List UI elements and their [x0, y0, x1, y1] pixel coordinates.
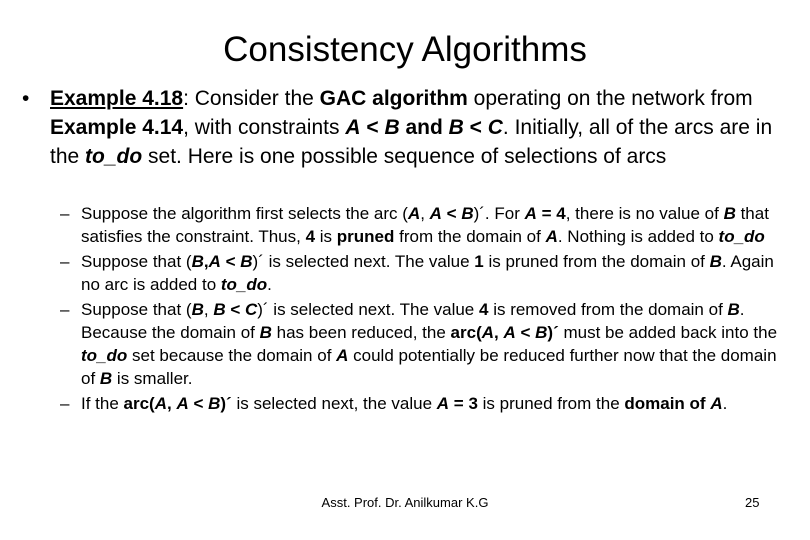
- var: B: [727, 300, 740, 319]
- var: A: [503, 323, 516, 342]
- operating-text: operating on the network from: [467, 87, 753, 110]
- sub-bullet-3: [60, 298, 790, 390]
- var: C: [244, 300, 258, 319]
- text-span: ,: [420, 204, 430, 223]
- var: B: [213, 300, 226, 319]
- var-a: A: [345, 116, 361, 139]
- text-span: )´: [220, 394, 232, 413]
- text-span: is pruned from the domain of: [483, 252, 710, 271]
- text-span: must be added back into the: [558, 323, 778, 342]
- sub-bullet-text: [81, 250, 790, 296]
- initially-text: Initially, all of the arcs are in the: [50, 116, 773, 168]
- var: B: [259, 323, 272, 342]
- var: A: [710, 394, 723, 413]
- text-span: . Nothing is added to: [557, 227, 719, 246]
- todo-set: to_do: [85, 145, 143, 168]
- text-span: <: [225, 300, 245, 319]
- value: 4: [479, 300, 489, 319]
- text-span: Suppose that (: [81, 252, 192, 271]
- lt-sign: <: [360, 116, 385, 139]
- text-span: . Again no arc is added to: [81, 252, 774, 294]
- text-span: is removed from the domain of: [488, 300, 728, 319]
- main-bullet: [22, 84, 782, 171]
- var: B: [208, 394, 221, 413]
- text-span: )´ is selected next. The value: [252, 252, 475, 271]
- text-span: ,: [167, 394, 177, 413]
- sub-bullet-text: [81, 392, 790, 415]
- slide-title: Consistency Algorithms: [223, 30, 587, 69]
- text-span: )´. For: [473, 204, 525, 223]
- var: B: [191, 300, 204, 319]
- constraints-text: , with constraints: [183, 116, 346, 139]
- dash-marker: –: [60, 204, 70, 223]
- var: A: [524, 204, 537, 223]
- var: A: [481, 323, 495, 342]
- text-span: ,: [494, 323, 504, 342]
- text-span: is smaller.: [112, 369, 193, 388]
- text-span: <: [515, 323, 536, 342]
- todo-set: to_do: [718, 227, 765, 246]
- text-span: is pruned from the: [477, 394, 625, 413]
- var: B: [461, 204, 474, 223]
- todo-set: to_do: [220, 275, 268, 294]
- var: B: [240, 252, 253, 271]
- sub-bullet-text: [81, 298, 790, 390]
- domain-word: domain of: [624, 394, 711, 413]
- text-span: is selected next, the value: [231, 394, 437, 413]
- text-span: from the domain of: [394, 227, 546, 246]
- and-text: and: [399, 116, 449, 139]
- text-span: <: [188, 394, 209, 413]
- var: B: [535, 323, 548, 342]
- main-bullet-text: [50, 84, 782, 171]
- value: 1: [474, 252, 484, 271]
- var: A: [336, 346, 349, 365]
- text-span: could potentially be reduced further now that the domain of: [81, 346, 777, 388]
- dash-marker: –: [60, 394, 70, 413]
- dash-marker: –: [60, 252, 70, 271]
- var: B: [191, 252, 204, 271]
- var: A: [545, 227, 558, 246]
- footer-author: Asst. Prof. Dr. Anilkumar K.G: [321, 495, 489, 510]
- var: A: [436, 394, 450, 413]
- arc-word: arc(: [450, 323, 482, 342]
- text-span: set because the domain of: [127, 346, 337, 365]
- text-span: .: [267, 275, 272, 294]
- text-span: <: [220, 252, 241, 271]
- text-span: . Because the domain of: [81, 300, 745, 342]
- gac-algorithm: GAC algorithm: [319, 87, 468, 110]
- text-span: .: [722, 394, 728, 413]
- text-span: is: [315, 227, 337, 246]
- sub-bullet-2: [60, 250, 790, 296]
- bullet-marker: •: [22, 87, 30, 110]
- sub-bullet-1: [60, 202, 790, 248]
- text-span: Suppose that (: [81, 300, 192, 319]
- var: A: [154, 394, 167, 413]
- text-span: , there is no value of: [565, 204, 724, 223]
- text-span: ,: [203, 252, 209, 271]
- var: B: [723, 204, 736, 223]
- sub-bullet-text: [81, 202, 790, 248]
- arc-word: arc(: [123, 394, 155, 413]
- intro-text: : Consider the: [183, 87, 320, 110]
- value: 4: [556, 204, 566, 223]
- var-b: B: [384, 116, 400, 139]
- pruned-word: pruned: [336, 227, 395, 246]
- var: A: [208, 252, 221, 271]
- var: B: [709, 252, 722, 271]
- sub-bullet-4: [60, 392, 790, 415]
- text-span: Suppose the algorithm first selects the arc (: [81, 204, 408, 223]
- text-span: )´ is selected next. The value: [257, 300, 479, 319]
- example-label: Example 4.18: [50, 87, 184, 110]
- var: A: [407, 204, 421, 223]
- text-span: that satisfies the constraint. Thus,: [81, 204, 769, 246]
- text-span: =: [536, 204, 557, 223]
- var-b-2: B: [448, 116, 464, 139]
- text-span: has been reduced, the: [271, 323, 451, 342]
- page-number: 25: [745, 495, 760, 510]
- sub-bullets: [60, 202, 790, 417]
- text-span: <: [441, 204, 462, 223]
- period: .: [502, 116, 509, 139]
- var: B: [99, 369, 113, 388]
- dash-marker: –: [60, 300, 70, 319]
- var: A: [176, 394, 189, 413]
- example-ref: Example 4.14: [50, 116, 184, 139]
- value: 3: [468, 394, 478, 413]
- text-span: )´: [547, 323, 559, 342]
- var: A: [429, 204, 442, 223]
- todo-set: to_do: [81, 346, 128, 365]
- text-span: ,: [203, 300, 214, 319]
- text-span: =: [449, 394, 469, 413]
- lt-sign-2: <: [463, 116, 488, 139]
- var-c: C: [487, 116, 503, 139]
- value: 4: [305, 227, 316, 246]
- text-span: If the: [81, 394, 124, 413]
- rest-text: set. Here is one possible sequence of selections of arcs: [142, 145, 667, 168]
